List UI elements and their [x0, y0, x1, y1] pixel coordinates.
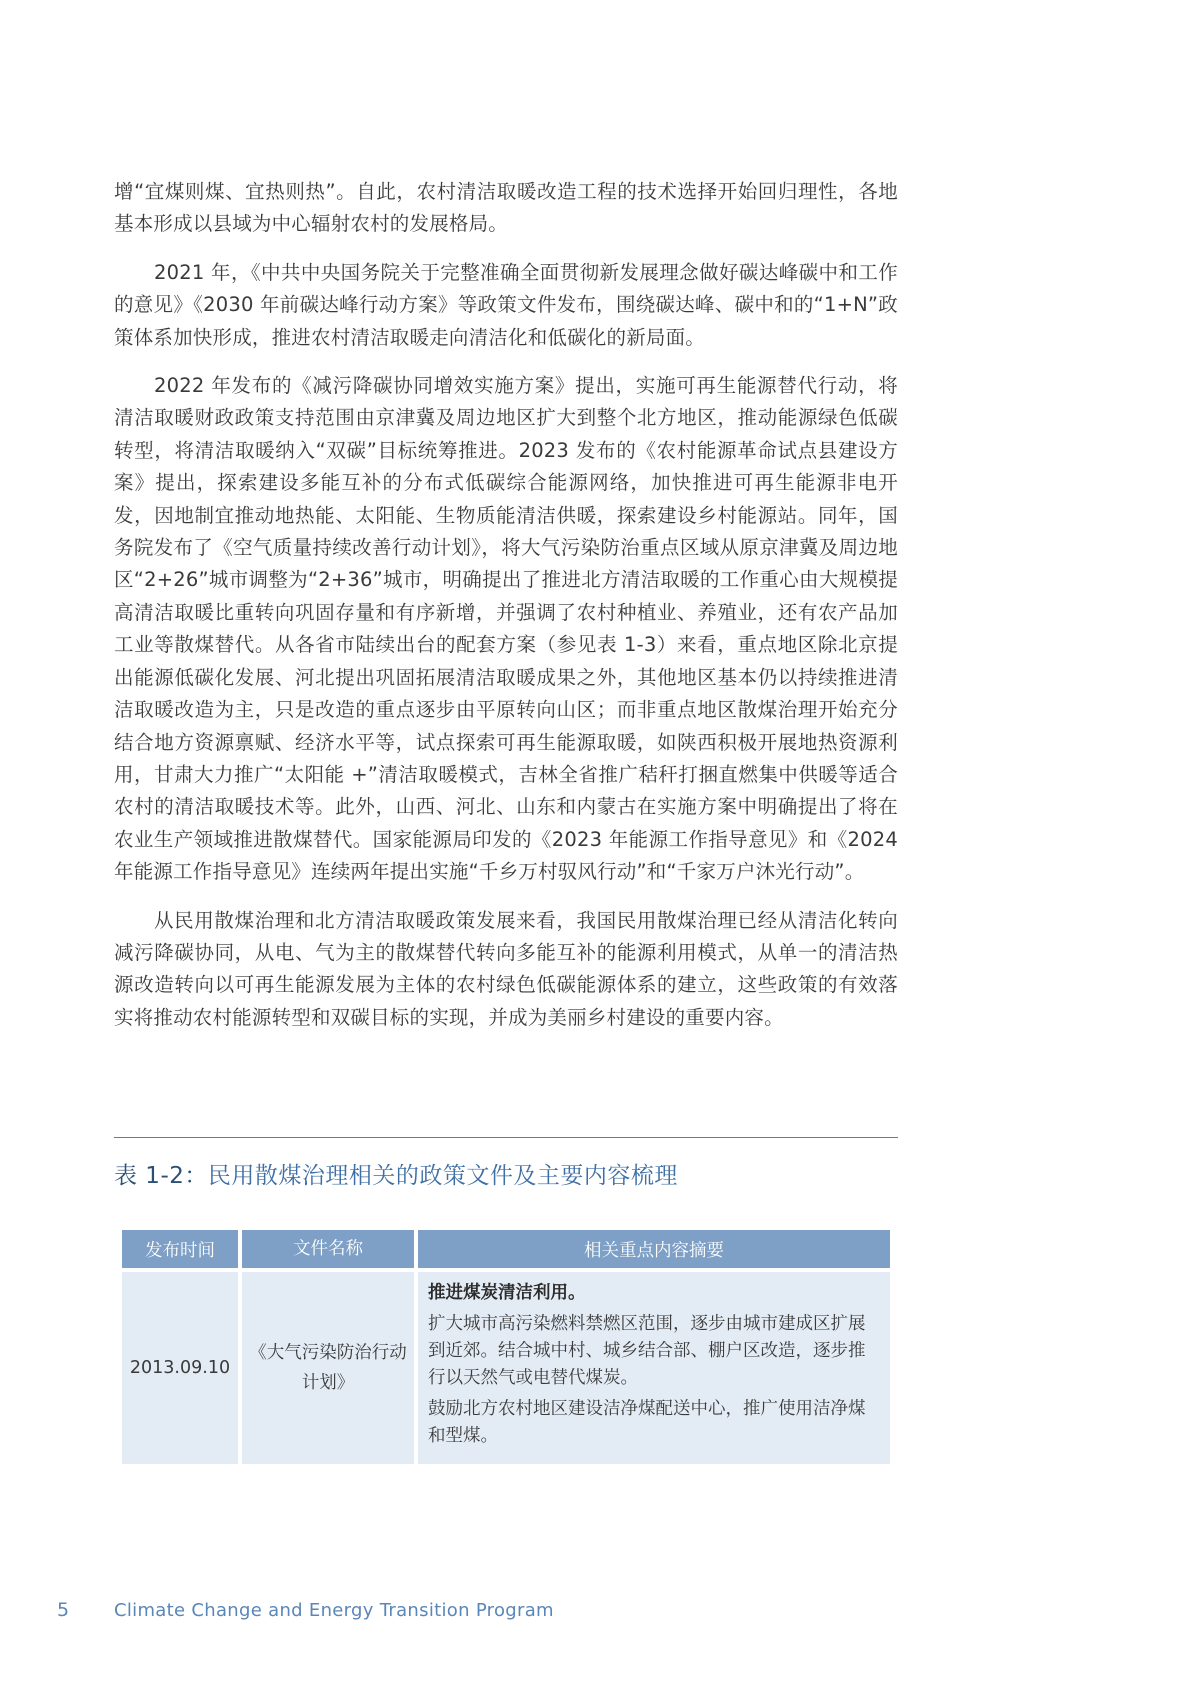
table-row [122, 1272, 890, 1464]
table-caption-label: 表 1-2： [114, 1163, 208, 1189]
header-summary: 相关重点内容摘要 [418, 1230, 890, 1272]
footer-program-name: Climate Change and Energy Transition Program [114, 1600, 554, 1621]
section-divider [114, 1137, 898, 1138]
summary-line: 扩大城市高污染燃料禁燃区范围，逐步由城市建成区扩展到近郊。结合城中村、城乡结合部、棚户区改造，逐步推行以天然气或电替代煤炭。 [428, 1314, 866, 1388]
header-document-name: 文件名称 [242, 1230, 414, 1272]
paragraph-4: 从民用散煤治理和北方清洁取暖政策发展来看，我国民用散煤治理已经从清洁化转向减污降碳协同，从电、气为主的散煤替代转向多能互补的能源利用模式，从单一的清洁热源改造转向以可再生能源发展为主体的农村绿色低碳能源体系的建立，这些政策的有效落实将推动农村能源转型和双碳目标的实现，并成为美丽乡村建设的重要内容。 [114, 908, 898, 1029]
cell-date: 2013.09.10 [122, 1272, 238, 1464]
policy-table [118, 1230, 894, 1464]
summary-heading: 推进煤炭清洁利用。 [428, 1283, 586, 1303]
body-text [114, 176, 898, 1050]
header-date: 发布时间 [122, 1230, 238, 1272]
summary-line: 鼓励北方农村地区建设洁净煤配送中心，推广使用洁净煤和型煤。 [428, 1399, 866, 1446]
paragraph-1: 增“宜煤则煤、宜热则热”。自此，农村清洁取暖改造工程的技术选择开始回归理性，各地基本形成以县域为中心辐射农村的发展格局。 [114, 180, 898, 236]
table-caption-title: 民用散煤治理相关的政策文件及主要内容梳理 [207, 1163, 678, 1189]
cell-document-name: 《大气污染防治行动计划》 [242, 1272, 414, 1464]
cell-summary [418, 1272, 890, 1464]
table-header-row [122, 1230, 890, 1272]
paragraph-2: 2021 年，《中共中央国务院关于完整准确全面贯彻新发展理念做好碳达峰碳中和工作的意见》《2030 年前碳达峰行动方案》等政策文件发布，围绕碳达峰、碳中和的“1+N”政策体系加快形成，推进农村清洁取暖走向清洁化和低碳化的新局面。 [114, 260, 898, 349]
table-caption [114, 1157, 678, 1190]
page-number: 5 [57, 1599, 70, 1621]
paragraph-3: 2022 年发布的《减污降碳协同增效实施方案》提出，实施可再生能源替代行动，将清洁取暖财政政策支持范围由京津冀及周边地区扩大到整个北方地区，推动能源绿色低碳转型，将清洁取暖纳入“双碳”目标统筹推进。2023 发布的《农村能源革命试点县建设方案》提出，探索建设多能互补的分布式低碳综合能源网络，加快推进可再生能源非电开发，因地制宜推动地热能、太阳能、生物质能清洁供暖，探索建设乡村能源站。同年，国务院发布了《空气质量持续改善行动计划》，将大气污染防治重点区域从原京津冀及周边地区“2+26”城市调整为“2+36”城市，明确提出了推进北方清洁取暖的工作重心由大规模提高清洁取暖比重转向巩固存量和有序新增，并强调了农村种植业、养殖业，还有农产品加工业等散煤替代。从各省市陆续出台的配套方案（参见表 1-3）来看，重点地区除北京提出能源低碳化发展、河北提出巩固拓展清洁取暖成果之外，其他地区基本仍以持续推进清洁取暖改造为主，只是改造的重点逐步由平原转向山区；而非重点地区散煤治理开始充分结合地方资源禀赋、经济水平等，试点探索可再生能源取暖，如陕西积极开展地热资源利用，甘肃大力推广“太阳能 +”清洁取暖模式，吉林全省推广秸秆打捆直燃集中供暖等适合农村的清洁取暖技术等。此外，山西、河北、山东和内蒙古在实施方案中明确提出了将在农业生产领域推进散煤替代。国家能源局印发的《2023 年能源工作指导意见》和《2024 年能源工作指导意见》连续两年提出实施“千乡万村驭风行动”和“千家万户沐光行动”。 [114, 374, 898, 884]
